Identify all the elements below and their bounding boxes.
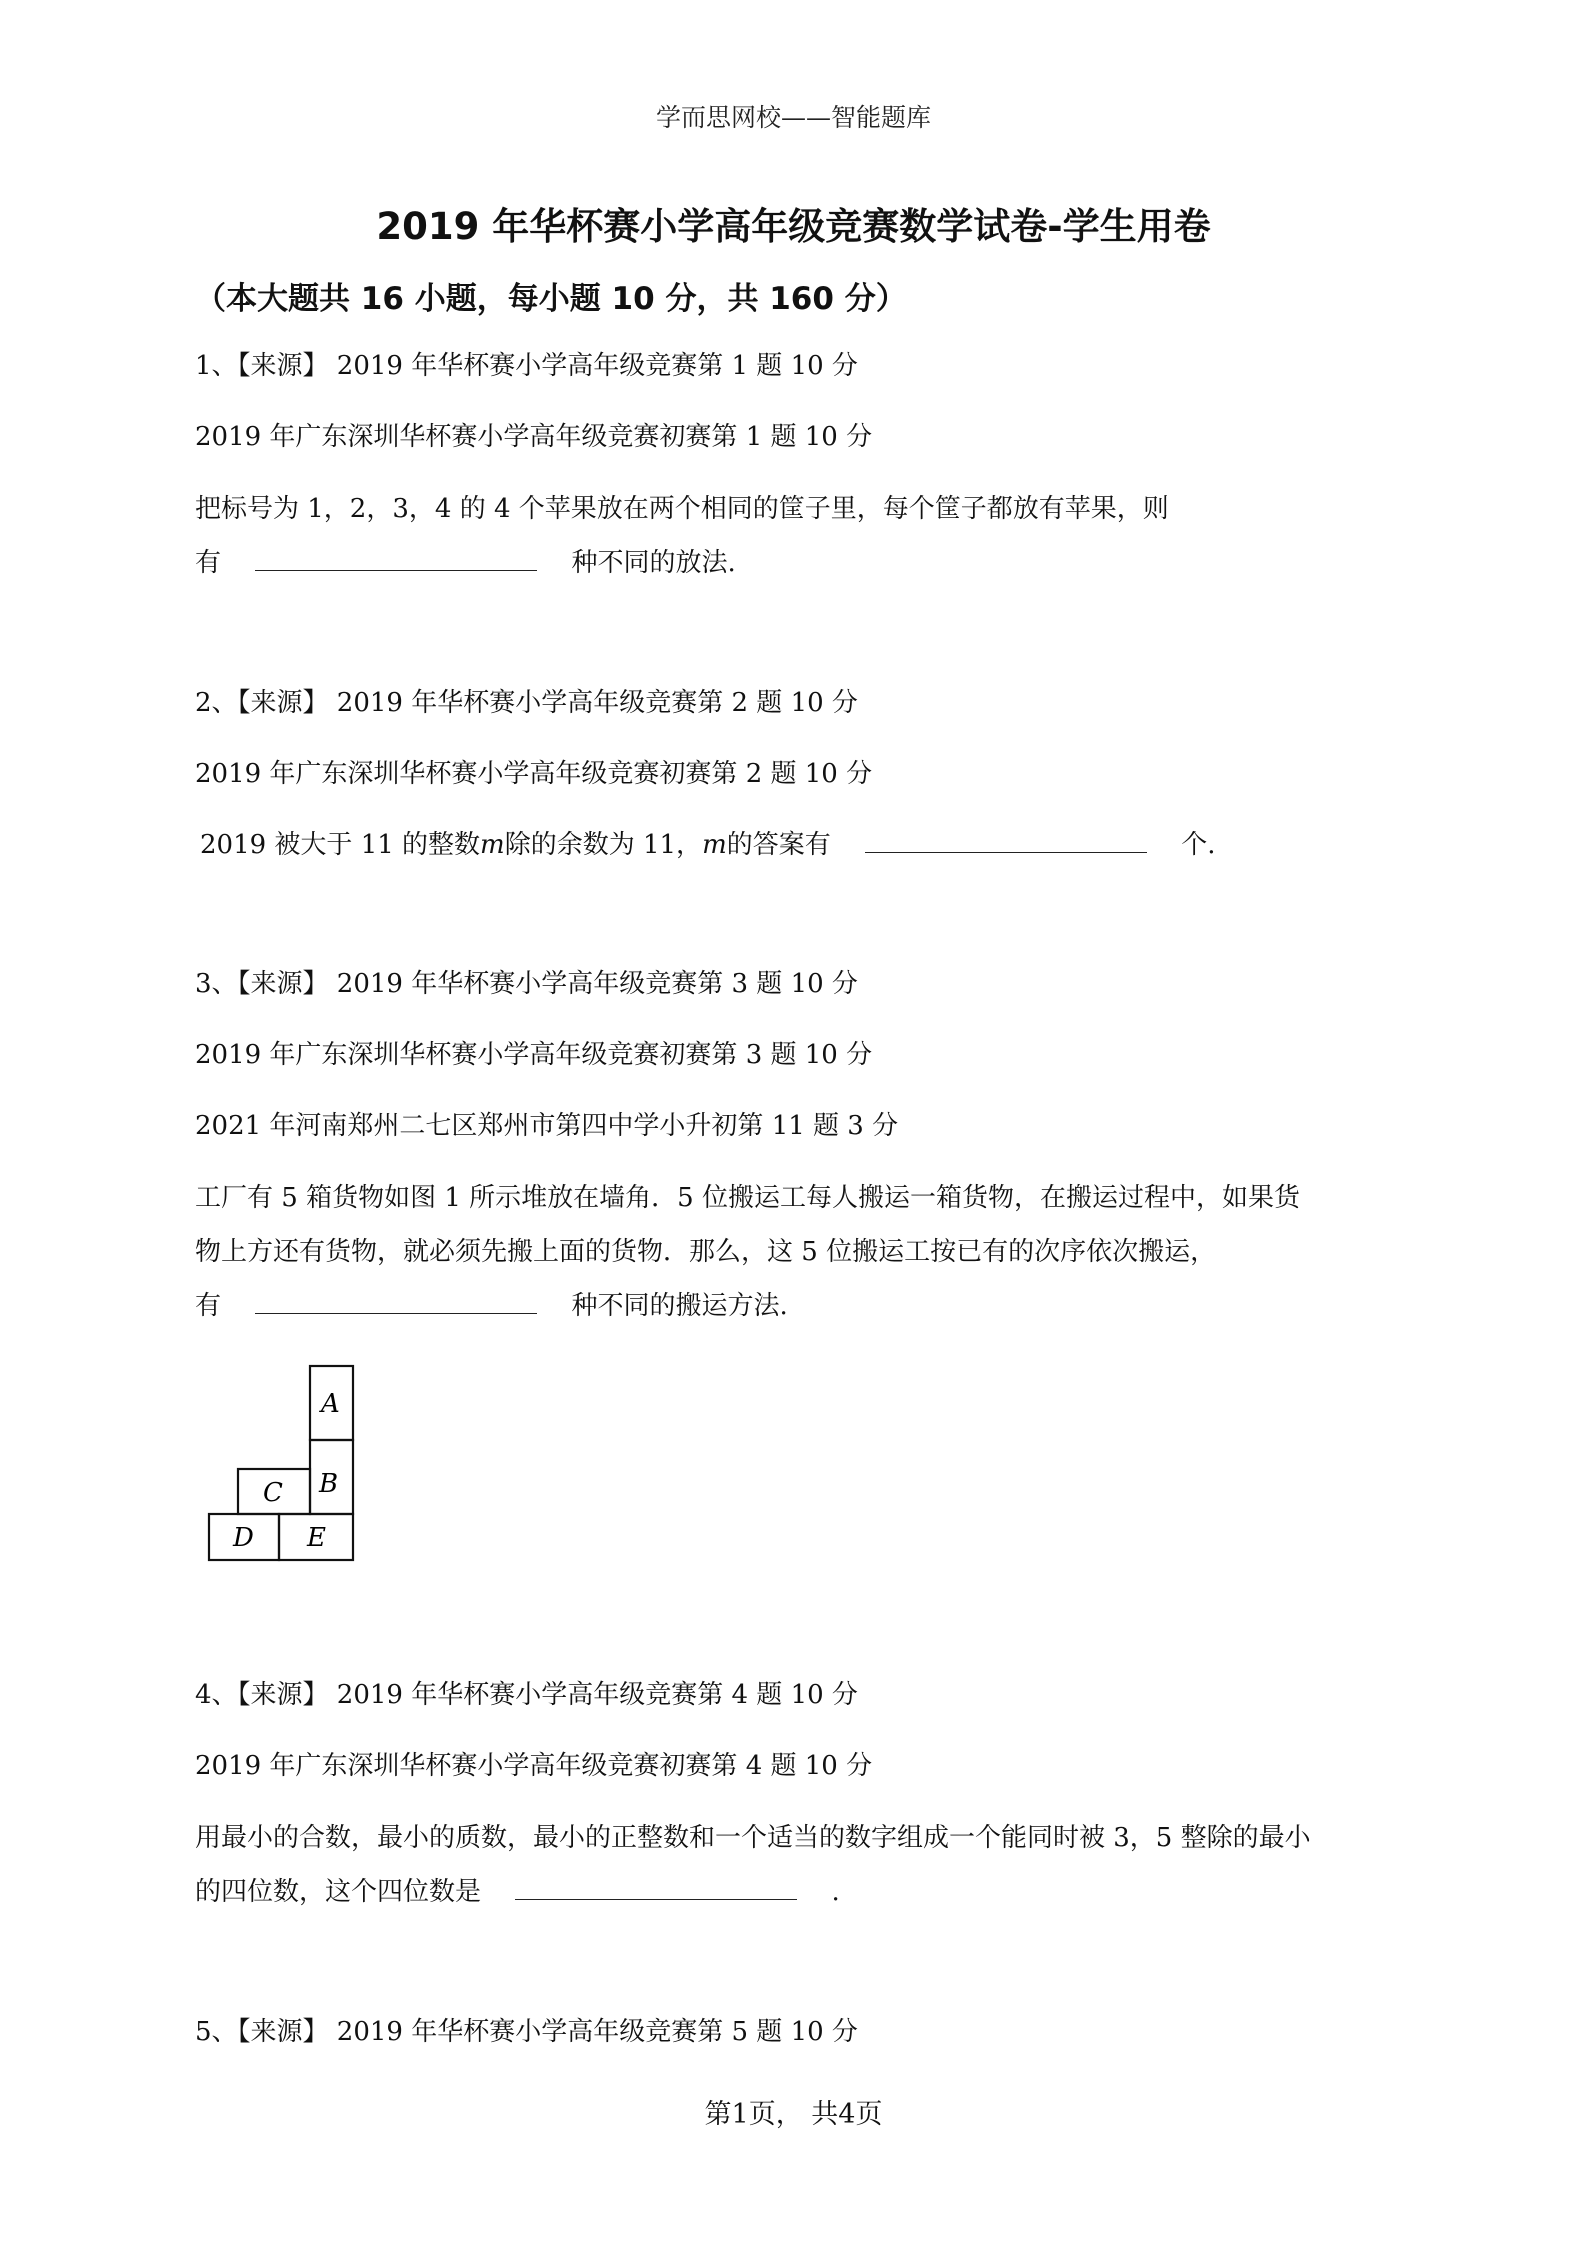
- page-title: 2019 年华杯赛小学高年级竞赛数学试卷-学生用卷: [376, 205, 1211, 248]
- section-subtitle: （本大题共 16 小题，每小题 10 分，共 160 分）: [195, 281, 907, 317]
- q2-answer-blank[interactable]: [865, 828, 1147, 853]
- q1-source-2: 2019 年广东深圳华杯赛小学高年级竞赛初赛第 1 题 10 分: [195, 422, 873, 452]
- q3-box-stack-figure: [205, 1362, 365, 1562]
- page-footer: 第1页， 共4页: [704, 2099, 883, 2130]
- q2-text-c: 的答案有: [726, 830, 831, 860]
- q3-suffix: 种不同的搬运方法.: [571, 1291, 788, 1321]
- q1-text-line-2: [195, 542, 736, 579]
- box-label-c: C: [263, 1478, 283, 1508]
- q3-text-line-3: [195, 1285, 788, 1322]
- q2-variable-m-1: m: [480, 830, 505, 860]
- q2-suffix: 个.: [1181, 830, 1216, 860]
- q2-text-line-1: [200, 824, 1216, 861]
- q1-text-line-1: 把标号为 1，2，3，4 的 4 个苹果放在两个相同的筐子里，每个筐子都放有苹果，则: [195, 494, 1169, 524]
- q4-source-1: 4、【来源】 2019 年华杯赛小学高年级竞赛第 4 题 10 分: [195, 1680, 858, 1710]
- page-header: 学而思网校——智能题库: [655, 103, 931, 132]
- q1-answer-blank[interactable]: [255, 546, 537, 571]
- q2-variable-m-2: m: [702, 830, 727, 860]
- q4-prefix: 的四位数，这个四位数是: [195, 1877, 482, 1907]
- q2-text-a: 2019 被大于 11 的整数: [200, 830, 481, 860]
- q3-source-3: 2021 年河南郑州二七区郑州市第四中学小升初第 11 题 3 分: [195, 1111, 899, 1141]
- q3-source-1: 3、【来源】 2019 年华杯赛小学高年级竞赛第 3 题 10 分: [195, 969, 858, 999]
- box-label-e: E: [307, 1523, 326, 1553]
- q3-prefix: 有: [195, 1291, 222, 1321]
- q4-text-line-2: [195, 1871, 840, 1908]
- q2-source-2: 2019 年广东深圳华杯赛小学高年级竞赛初赛第 2 题 10 分: [195, 759, 873, 789]
- q1-suffix: 种不同的放法.: [571, 548, 736, 578]
- q3-text-line-1: 工厂有 5 箱货物如图 1 所示堆放在墙角．5 位搬运工每人搬运一箱货物，在搬运过程中，如果货: [195, 1183, 1300, 1213]
- box-label-a: A: [321, 1389, 340, 1419]
- box-label-d: D: [233, 1523, 254, 1553]
- q4-answer-blank[interactable]: [515, 1875, 797, 1900]
- q4-text-line-1: 用最小的合数，最小的质数，最小的正整数和一个适当的数字组成一个能同时被 3，5 整除的最小: [195, 1823, 1311, 1853]
- q1-source-1: 1、【来源】 2019 年华杯赛小学高年级竞赛第 1 题 10 分: [195, 351, 858, 381]
- q3-source-2: 2019 年广东深圳华杯赛小学高年级竞赛初赛第 3 题 10 分: [195, 1040, 873, 1070]
- q2-text-b: 除的余数为 11，: [504, 830, 703, 860]
- q2-source-1: 2、【来源】 2019 年华杯赛小学高年级竞赛第 2 题 10 分: [195, 688, 858, 718]
- q1-prefix: 有: [195, 548, 222, 578]
- q3-answer-blank[interactable]: [255, 1289, 537, 1314]
- q4-suffix: .: [831, 1877, 840, 1907]
- q5-source-1: 5、【来源】 2019 年华杯赛小学高年级竞赛第 5 题 10 分: [195, 2017, 858, 2047]
- q4-source-2: 2019 年广东深圳华杯赛小学高年级竞赛初赛第 4 题 10 分: [195, 1751, 873, 1781]
- q3-text-line-2: 物上方还有货物，就必须先搬上面的货物．那么，这 5 位搬运工按已有的次序依次搬运，: [195, 1237, 1217, 1267]
- box-label-b: B: [319, 1469, 339, 1499]
